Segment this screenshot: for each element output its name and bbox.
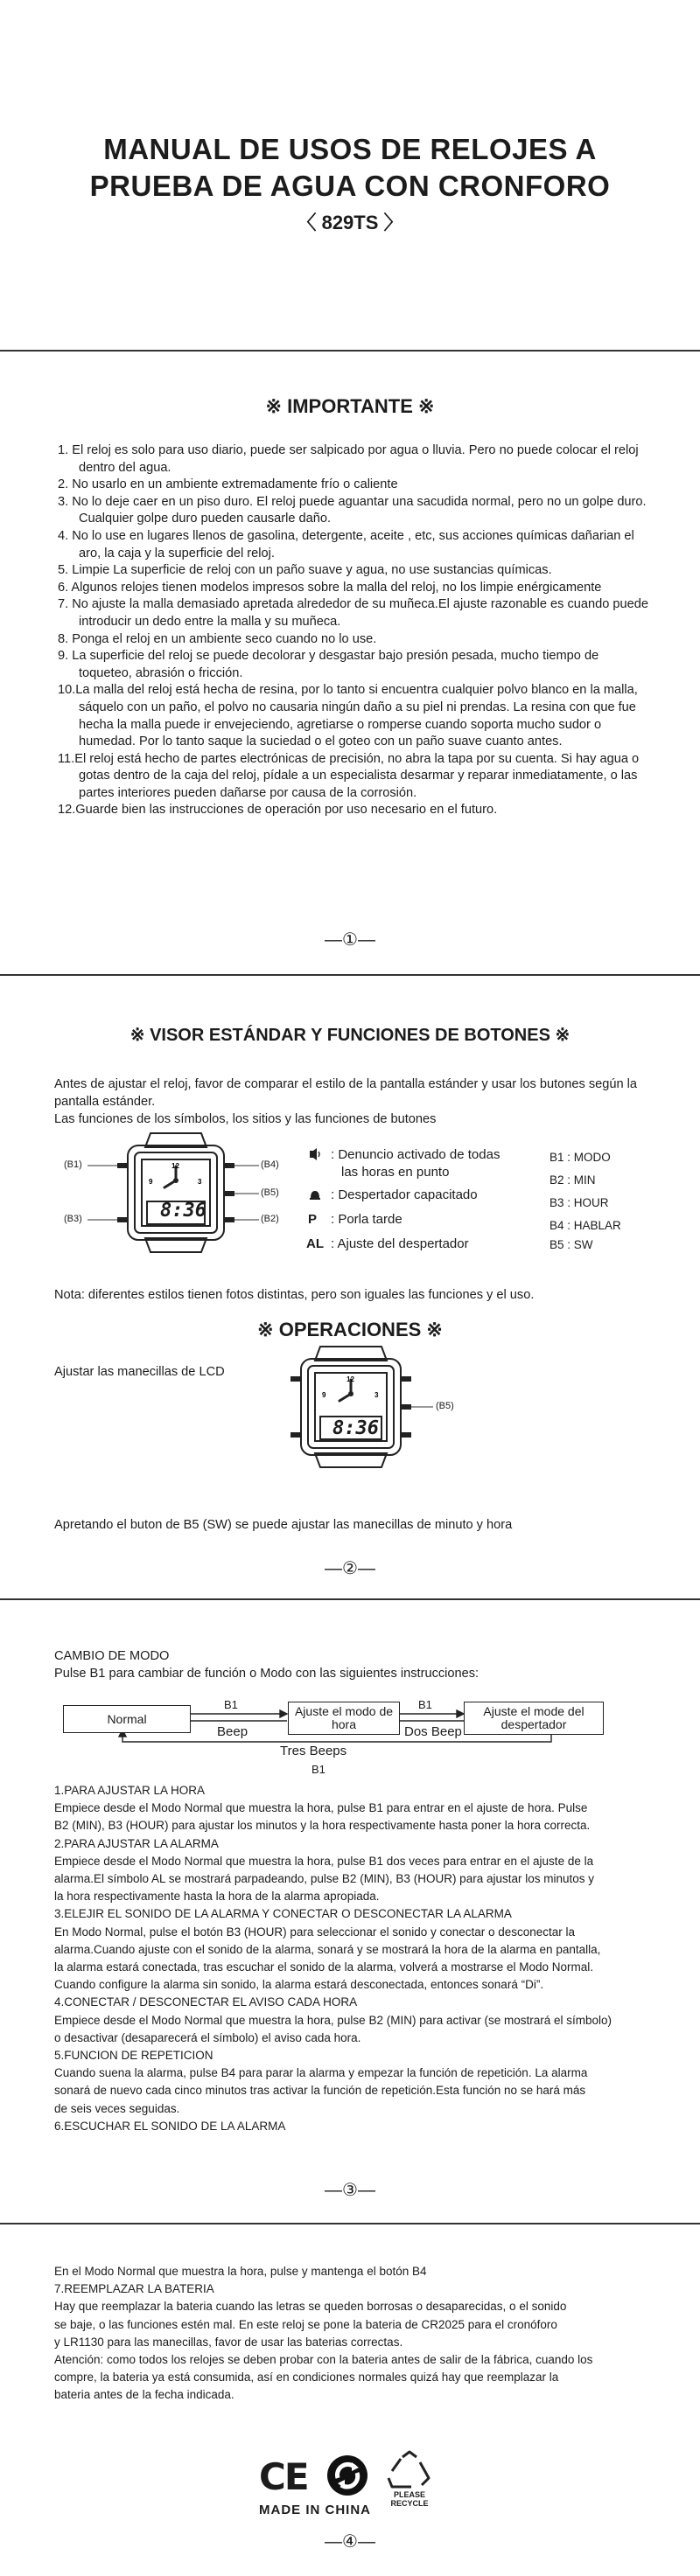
list-item: 3. No lo deje caer en un piso duro. El reloj puede aguantar una sacudida normal, pero no un golpe duro. Cualquier golpe duro pueden causarle daño.	[58, 494, 647, 526]
model-number: 〈 829TS 〉	[297, 212, 403, 233]
ce-mark: CE	[259, 2455, 308, 2498]
manual-title-line2: PRUEBA DE AGUA CON CRONFORO	[89, 170, 611, 202]
text-line: se baje, o las funciones estén mal. En este reloj se pone la bateria de CR2025 para el cronóforo	[54, 2317, 557, 2331]
text-line: 2.PARA AJUSTAR LA ALARMA	[54, 1836, 219, 1850]
flow-ajuste-despertador: Ajuste el mode del despertador	[464, 1702, 604, 1735]
modo-title: CAMBIO DE MODO	[54, 1649, 170, 1663]
recycle-text: RECYCLE	[390, 2499, 429, 2508]
symbol-al: AL	[306, 1236, 324, 1251]
text-line: 4.CONECTAR / DESCONECTAR EL AVISO CADA HORA	[54, 1995, 358, 2009]
text-line: En el Modo Normal que muestra la hora, pulse y mantenga el botón B4	[54, 2265, 427, 2278]
ajustar-lcd: Ajustar las manecillas de LCD	[54, 1365, 225, 1379]
list-item: 4. No lo use en lugares llenos de gasolina, detergente, aceite , etc, sus acciones químicas dañarian el aro, la caja y la superficie del reloj.	[58, 528, 634, 560]
text-line: o desactivar (desaparecerá el símbolo) el aviso cada hora.	[54, 2030, 361, 2044]
symbol-desc: : Ajuste del despertador	[331, 1236, 469, 1251]
flow-b1-a: B1	[224, 1698, 238, 1711]
label-b5: (B5)	[261, 1187, 279, 1198]
svg-text:3: 3	[374, 1391, 379, 1399]
flow-normal: Normal	[63, 1705, 191, 1733]
symbol-desc: las horas en punto	[341, 1165, 450, 1180]
text-line: Cuando suena la alarma, pulse B4 para parar la alarma y empezar la función de repetición. La alarma	[54, 2066, 588, 2080]
chime-icon	[308, 1147, 322, 1161]
made-in-china: MADE IN CHINA	[259, 2503, 371, 2517]
importante-page	[0, 352, 700, 976]
lcd-time: 8:36	[160, 1200, 206, 1222]
list-item: 9. La superficie del reloj se puede decolorar y desgastar bajo presión pesada, mucho tiempo de toqueteo, abrasión o fricción.	[58, 649, 599, 680]
text-line: Empiece desde el Modo Normal que muestra la hora, pulse B1 para entrar en el ajuste de hora. Pulse	[54, 1801, 588, 1815]
svg-text:12: 12	[346, 1375, 354, 1383]
recycle-circle-icon	[326, 2454, 369, 2497]
label-b3: (B3)	[64, 1214, 82, 1224]
symbol-desc: : Denuncio activado de todas	[331, 1147, 500, 1162]
text-line: Empiece desde el Modo Normal que muestra la hora, pulse B2 (MIN) para activar (se mostrará el símbolo)	[54, 2013, 612, 2027]
svg-text:9: 9	[322, 1391, 326, 1399]
lcd-time-2: 8:36	[332, 1417, 379, 1439]
page-number: —①—	[325, 930, 375, 950]
text-line: bateria antes de la fecha indicada.	[54, 2388, 234, 2402]
text-line: 7.REEMPLAZAR LA BATERIA	[54, 2282, 214, 2296]
visor-page	[0, 976, 700, 1600]
text-line: alarma.Cuando ajuste con el sonido de la alarma, sonará y se mostrará la hora de la alarma en pantalla,	[54, 1942, 601, 1956]
alarm-icon	[308, 1187, 322, 1201]
text-line: 3.ELEJIR EL SONIDO DE LA ALARMA Y CONECTAR O DESCONECTAR LA ALARMA	[54, 1907, 512, 1921]
flow-dos-beep: Dos Beep	[404, 1724, 462, 1739]
nota: Nota: diferentes estilos tienen fotos distintas, pero son iguales las funciones y el uso.	[54, 1288, 535, 1302]
modo-subtitle: Pulse B1 para cambiar de función o Modo con las siguientes instrucciones:	[54, 1667, 480, 1681]
page-number: —②—	[325, 1559, 375, 1578]
apretando: Apretando el buton de B5 (SW) se puede ajustar las manecillas de minuto y hora	[54, 1518, 513, 1532]
list-item: 12.Guarde bien las instrucciones de operación por uso necesario en el futuro.	[58, 803, 498, 818]
visor-intro: Antes de ajustar el reloj, favor de comparar el estilo de la pantalla estánder y usar los butones según la pantalla estánder.	[54, 1077, 638, 1109]
flow-ajuste-hora: Ajuste el modo de hora	[288, 1702, 400, 1735]
importante-list	[58, 442, 653, 819]
button-b4: B4 : HABLAR	[550, 1219, 621, 1232]
label-b2: (B2)	[261, 1214, 279, 1224]
symbol-desc: : Despertador capacitado	[331, 1187, 478, 1202]
list-item: 1. El reloj es solo para uso diario, puede ser salpicado por agua o lluvia. Pero no puede colocar el reloj dentro del agua.	[58, 443, 639, 475]
text-line: de seis veces seguidas.	[54, 2101, 180, 2115]
cover-page	[0, 0, 700, 352]
flow-beep: Beep	[217, 1724, 248, 1739]
flow-b1-b: B1	[418, 1698, 432, 1711]
text-line: Hay que reemplazar la bateria cuando las letras se queden borrosas o desaparecidas, o el sonido	[54, 2300, 567, 2314]
text-line: Cuando configure la alarma sin sonido, la alarma estará desconectada, entonces sonará “Di”.	[54, 1978, 544, 1992]
button-b3: B3 : HOUR	[550, 1196, 609, 1209]
please-recycle-label	[390, 2490, 429, 2508]
watch-diagram-2	[289, 1341, 438, 1472]
operaciones-heading: ※ OPERACIONES ※	[257, 1319, 443, 1340]
visor-heading: ※ VISOR ESTÁNDAR Y FUNCIONES DE BOTONES ※	[130, 1026, 570, 1045]
list-item: 6. Algunos relojes tienen modelos impresos sobre la malla del reloj, no los limpie enérgicamente	[58, 580, 602, 595]
list-item: 8. Ponga el reloj en un ambiente seco cuando no lo use.	[58, 631, 377, 646]
label-b5-op: (B5)	[436, 1401, 454, 1411]
text-line: compre, la bateria ya está consumida, así en condiciones normales quizá hay que reemplazar la	[54, 2371, 559, 2385]
visor-intro-2: Las funciones de los símbolos, los sitios y las funciones de butones	[54, 1112, 437, 1126]
please-text: PLEASE	[393, 2490, 425, 2499]
symbol-desc: : Porla tarde	[331, 1212, 402, 1227]
button-b2: B2 : MIN	[550, 1173, 596, 1187]
importante-heading: ※ IMPORTANTE ※	[265, 395, 435, 417]
modo-text	[54, 1782, 667, 2135]
text-line: alarma.El símbolo AL se mostrará parpadeando, pulse B2 (MIN), B3 (HOUR) para ajustar los minutos y	[54, 1872, 595, 1886]
manual-title-line1: MANUAL DE USOS DE RELOJES A	[103, 133, 597, 165]
text-line: Empiece desde el Modo Normal que muestra la hora, pulse B1 dos veces para entrar en el ajuste de la	[54, 1854, 594, 1868]
symbol-p: P	[308, 1212, 318, 1227]
list-item: 2. No usarlo en un ambiente extremadamente frío o caliente	[58, 477, 398, 492]
flow-b1-c: B1	[312, 1763, 326, 1776]
text-line: y LR1130 para las manecillas, favor de usar las baterias correctas.	[54, 2335, 403, 2349]
bateria-page	[0, 2224, 700, 2576]
text-line: B2 (MIN), B3 (HOUR) para ajustar los minutos y la hora respectivamente hasta poner la hora correcta.	[54, 1819, 591, 1833]
page-number: —④—	[325, 2532, 375, 2552]
list-item: 10.La malla del reloj está hecha de resina, por lo tanto si encuentra cualquier polvo blanco en la malla, sáquelo con un paño, el polvo no causaria ningún daño a su piel ni prendas. La resina con que fue hecha la malla puede ir envejeciendo, agretiarse o romperse cuando soporta mucho sudor o humedad. Por lo tanto saque la suciedad o el goteo con un paño suave cuanto antes.	[58, 683, 638, 749]
list-item: 5. Limpie La superficie de reloj con un paño suave y agua, no use sustancias químicas.	[58, 563, 552, 578]
text-line: 6.ESCUCHAR EL SONIDO DE LA ALARMA	[54, 2119, 286, 2133]
button-b1: B1 : MODO	[550, 1151, 611, 1164]
svg-text:12: 12	[172, 1162, 179, 1170]
recycle-triangle-icon	[385, 2450, 434, 2490]
bateria-text	[54, 2263, 667, 2405]
text-line: la hora respectivamente hasta la hora de la alarma apropiada.	[54, 1890, 380, 1904]
text-line: 1.PARA AJUSTAR LA HORA	[54, 1784, 206, 1797]
list-item: 11.El reloj está hecho de partes electrónicas de precisión, no abra la tapa por su cuenta. Si hay agua o gotas dentro de la caja del reloj, pídale a un especialista desarmar y reparar inmediatamente, o las partes interiores pueden dañarse por causa de la corrosión.	[58, 751, 640, 800]
label-b1: (B1)	[64, 1159, 82, 1170]
label-b4: (B4)	[261, 1159, 279, 1170]
svg-text:3: 3	[198, 1178, 202, 1186]
svg-text:9: 9	[149, 1178, 153, 1186]
page-number: —③—	[325, 2181, 375, 2200]
text-line: Atención: como todos los relojes se deben probar con la bateria antes de salir de la fábrica, cuando los	[54, 2353, 593, 2367]
modo-page	[0, 1600, 700, 2224]
text-line: En Modo Normal, pulse el botón B3 (HOUR) para seleccionar el sonido y conectar o desconectar la	[54, 1925, 576, 1939]
text-line: la alarma estará conectada, tras escuchar el sonido de la alarma, volverá a mostrarse el Modo Normal.	[54, 1960, 594, 1974]
button-b5: B5 : SW	[550, 1238, 593, 1251]
text-line: 5.FUNCION DE REPETICION	[54, 2049, 214, 2063]
list-item: 7. No ajuste la malla demasiado apretada alrededor de su muñeca.El ajuste razonable es cuando puede introducir un dedo entre la malla y su muñeca.	[58, 597, 648, 629]
text-line: sonará de nuevo cada cinco minutos tras activar la función de repetición.Esta función no se hará más	[54, 2084, 586, 2098]
flow-tres-beeps: Tres Beeps	[280, 1744, 347, 1758]
